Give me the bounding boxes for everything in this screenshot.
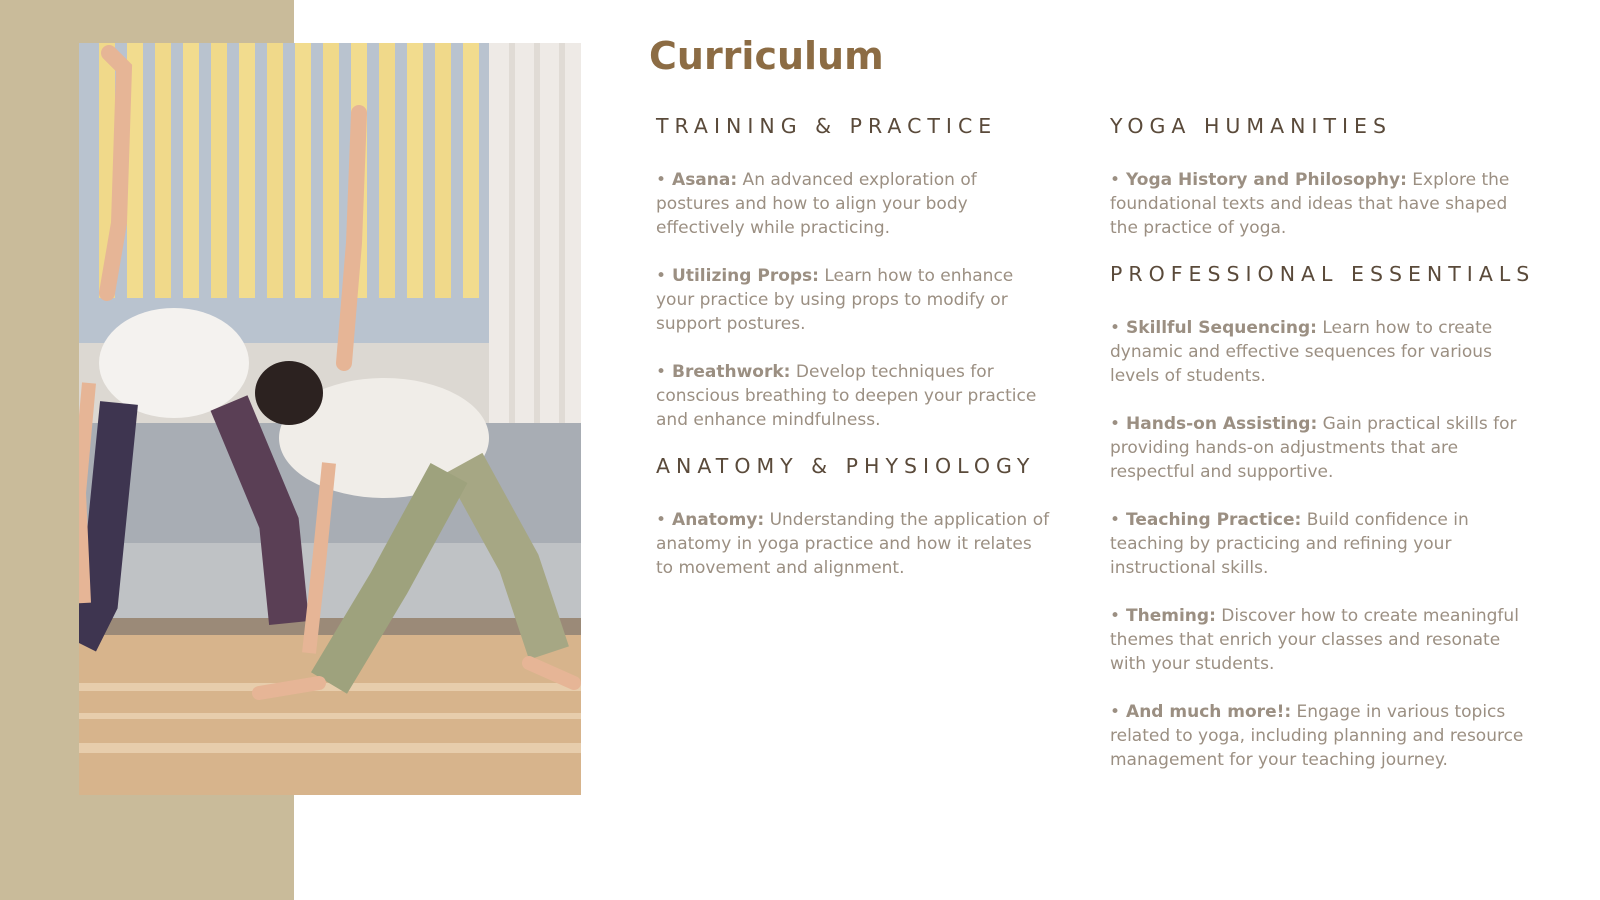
item-term: Asana: [672,170,738,190]
right-column [1110,114,1536,796]
list-item [656,168,1051,240]
section-heading: YOGA HUMANITIES [1110,114,1393,138]
list-item [656,360,1051,432]
item-term: And much more!: [1126,702,1292,722]
section-heading: PROFESSIONAL ESSENTIALS [1110,262,1536,286]
section-anatomy-physiology [656,454,1051,580]
bullet-icon: • [1110,414,1121,434]
item-term: Teaching Practice: [1126,510,1302,530]
item-term: Anatomy: [672,510,765,530]
list-item [1110,700,1530,772]
bullet-icon: • [656,266,667,286]
section-heading: ANATOMY & PHYSIOLOGY [656,454,1036,478]
list-item [1110,508,1530,580]
item-term: Breathwork: [672,362,791,382]
item-text: Learn how to enhance your practice by using props to modify or support postures. [656,266,1014,334]
section-training-practice [656,114,1051,432]
item-term: Utilizing Props: [672,266,819,286]
list-item [1110,168,1530,240]
bullet-icon: • [1110,318,1121,338]
bullet-icon: • [1110,510,1121,530]
list-item [1110,604,1530,676]
section-heading: TRAINING & PRACTICE [656,114,998,138]
item-text: Engage in various topics related to yoga, including planning and resource management for your teaching journey. [1110,702,1524,770]
yoga-photo [79,43,581,795]
item-text: An advanced exploration of postures and how to align your body effectively while practicing. [656,170,977,238]
bullet-icon: • [1110,702,1121,722]
bullet-icon: • [1110,170,1121,190]
item-text: Learn how to create dynamic and effective sequences for various levels of students. [1110,318,1493,386]
item-term: Yoga History and Philosophy: [1126,170,1407,190]
item-text: Build confidence in teaching by practicing and refining your instructional skills. [1110,510,1469,578]
item-term: Theming: [1126,606,1216,626]
page-title: Curriculum [649,34,884,78]
bullet-icon: • [656,170,667,190]
item-text: Explore the foundational texts and ideas that have shaped the practice of yoga. [1110,170,1510,238]
item-term: Skillful Sequencing: [1126,318,1317,338]
item-text: Discover how to create meaningful themes that enrich your classes and resonate with your students. [1110,606,1519,674]
list-item [656,508,1051,580]
list-item [656,264,1051,336]
section-professional-essentials [1110,262,1536,772]
list-item [1110,316,1530,388]
list-item [1110,412,1530,484]
item-text: Develop techniques for conscious breathing to deepen your practice and enhance mindfulness. [656,362,1037,430]
bullet-icon: • [656,362,667,382]
bullet-icon: • [1110,606,1121,626]
item-text: Gain practical skills for providing hands-on adjustments that are respectful and supportive. [1110,414,1517,482]
item-term: Hands-on Assisting: [1126,414,1318,434]
item-text: Understanding the application of anatomy in yoga practice and how it relates to movement and alignment. [656,510,1050,578]
section-yoga-humanities [1110,114,1530,240]
left-column [656,114,1051,604]
bullet-icon: • [656,510,667,530]
